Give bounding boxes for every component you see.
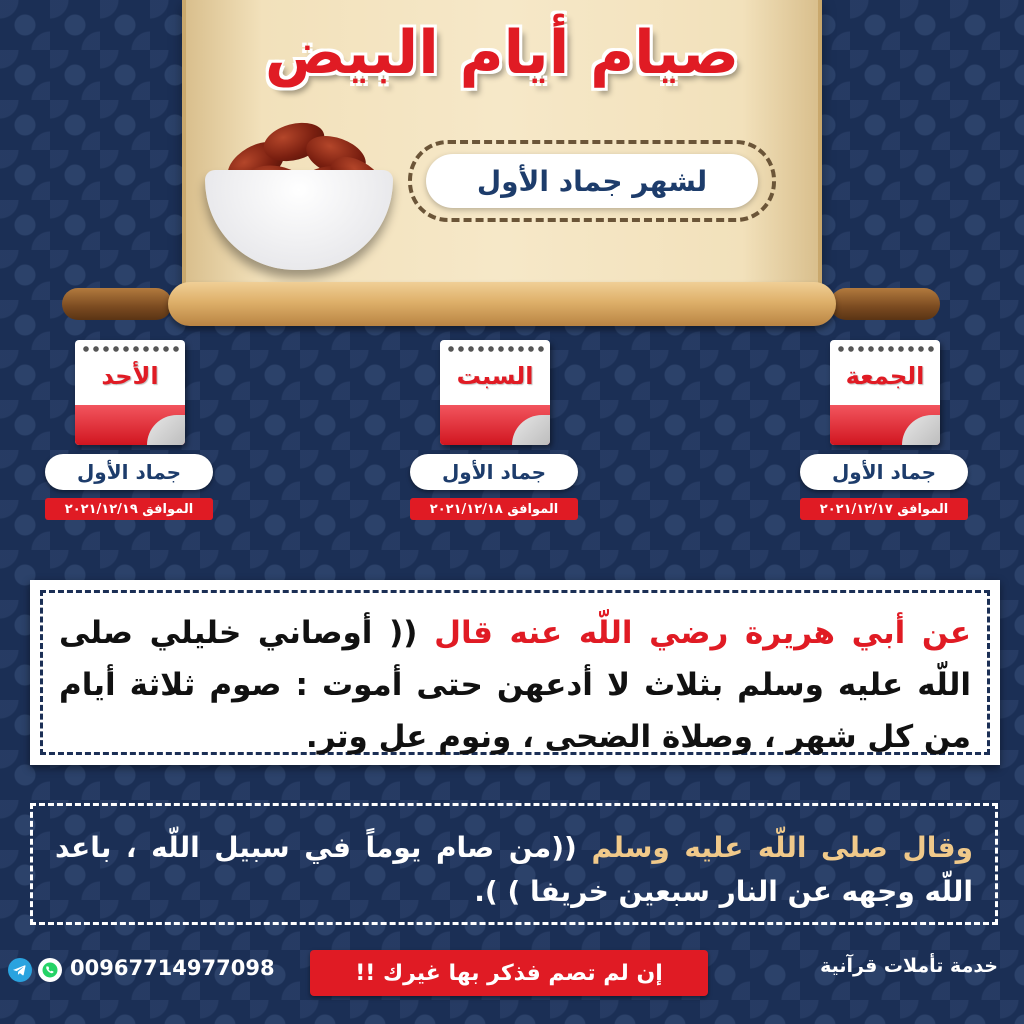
hadith-body: (( أوصاني خليلي صلى اللّه عليه وسلم بثلاث لا أدعهن حتى أموت : صوم ثلاثة أيام من كل شهر ، وصلاة الضحى ، ونوم عل وتر. <box>59 615 971 755</box>
day-card-sunday <box>45 340 235 525</box>
day-card-saturday <box>410 340 600 525</box>
hadith-box-2 <box>30 803 998 925</box>
service-name: خدمة تأملات قرآنية <box>820 955 998 977</box>
gregorian-date: الموافق ٢٠٢١/١٢/١٨ <box>410 498 578 520</box>
gregorian-date: الموافق ٢٠٢١/١٢/١٩ <box>45 498 213 520</box>
page-title: صيام أيام البيض <box>264 18 740 88</box>
calendar-rings <box>446 344 544 354</box>
calendar-icon <box>830 340 940 445</box>
whatsapp-icon[interactable] <box>38 958 62 982</box>
calendar-rings <box>81 344 179 354</box>
month-label: جماد الأول <box>45 454 213 490</box>
rolling-pin-handle-right <box>830 288 940 320</box>
hadith-box-1 <box>30 580 1000 765</box>
telegram-icon[interactable] <box>8 958 32 982</box>
hadith-text-1 <box>40 590 990 755</box>
rolling-pin <box>168 282 836 326</box>
day-name: الأحد <box>101 362 159 390</box>
day-card-friday <box>800 340 990 525</box>
bowl <box>205 170 393 270</box>
hadith-body: ((من صام يوماً في سبيل اللّه ، باعد اللّه وجهه عن النار سبعين خريفا ) ). <box>55 831 973 908</box>
gregorian-date: الموافق ٢٠٢١/١٢/١٧ <box>800 498 968 520</box>
calendar-icon <box>75 340 185 445</box>
hadith-intro: وقال صلى اللّه عليه وسلم <box>591 831 973 864</box>
month-label: جماد الأول <box>800 454 968 490</box>
day-name: السبت <box>456 362 534 390</box>
phone-number[interactable]: 00967714977098 <box>70 956 275 980</box>
calendar-icon <box>440 340 550 445</box>
dates-bowl-image <box>205 118 395 278</box>
subtitle-frame <box>408 140 776 222</box>
rolling-pin-handle-left <box>62 288 172 320</box>
day-name: الجمعة <box>845 362 925 390</box>
subtitle: لشهر جماد الأول <box>426 154 758 208</box>
reminder-banner: إن لم تصم فذكر بها غيرك !! <box>310 950 708 996</box>
hadith-narrator: عن أبي هريرة رضي اللّه عنه قال <box>434 615 971 651</box>
month-label: جماد الأول <box>410 454 578 490</box>
calendar-rings <box>836 344 934 354</box>
